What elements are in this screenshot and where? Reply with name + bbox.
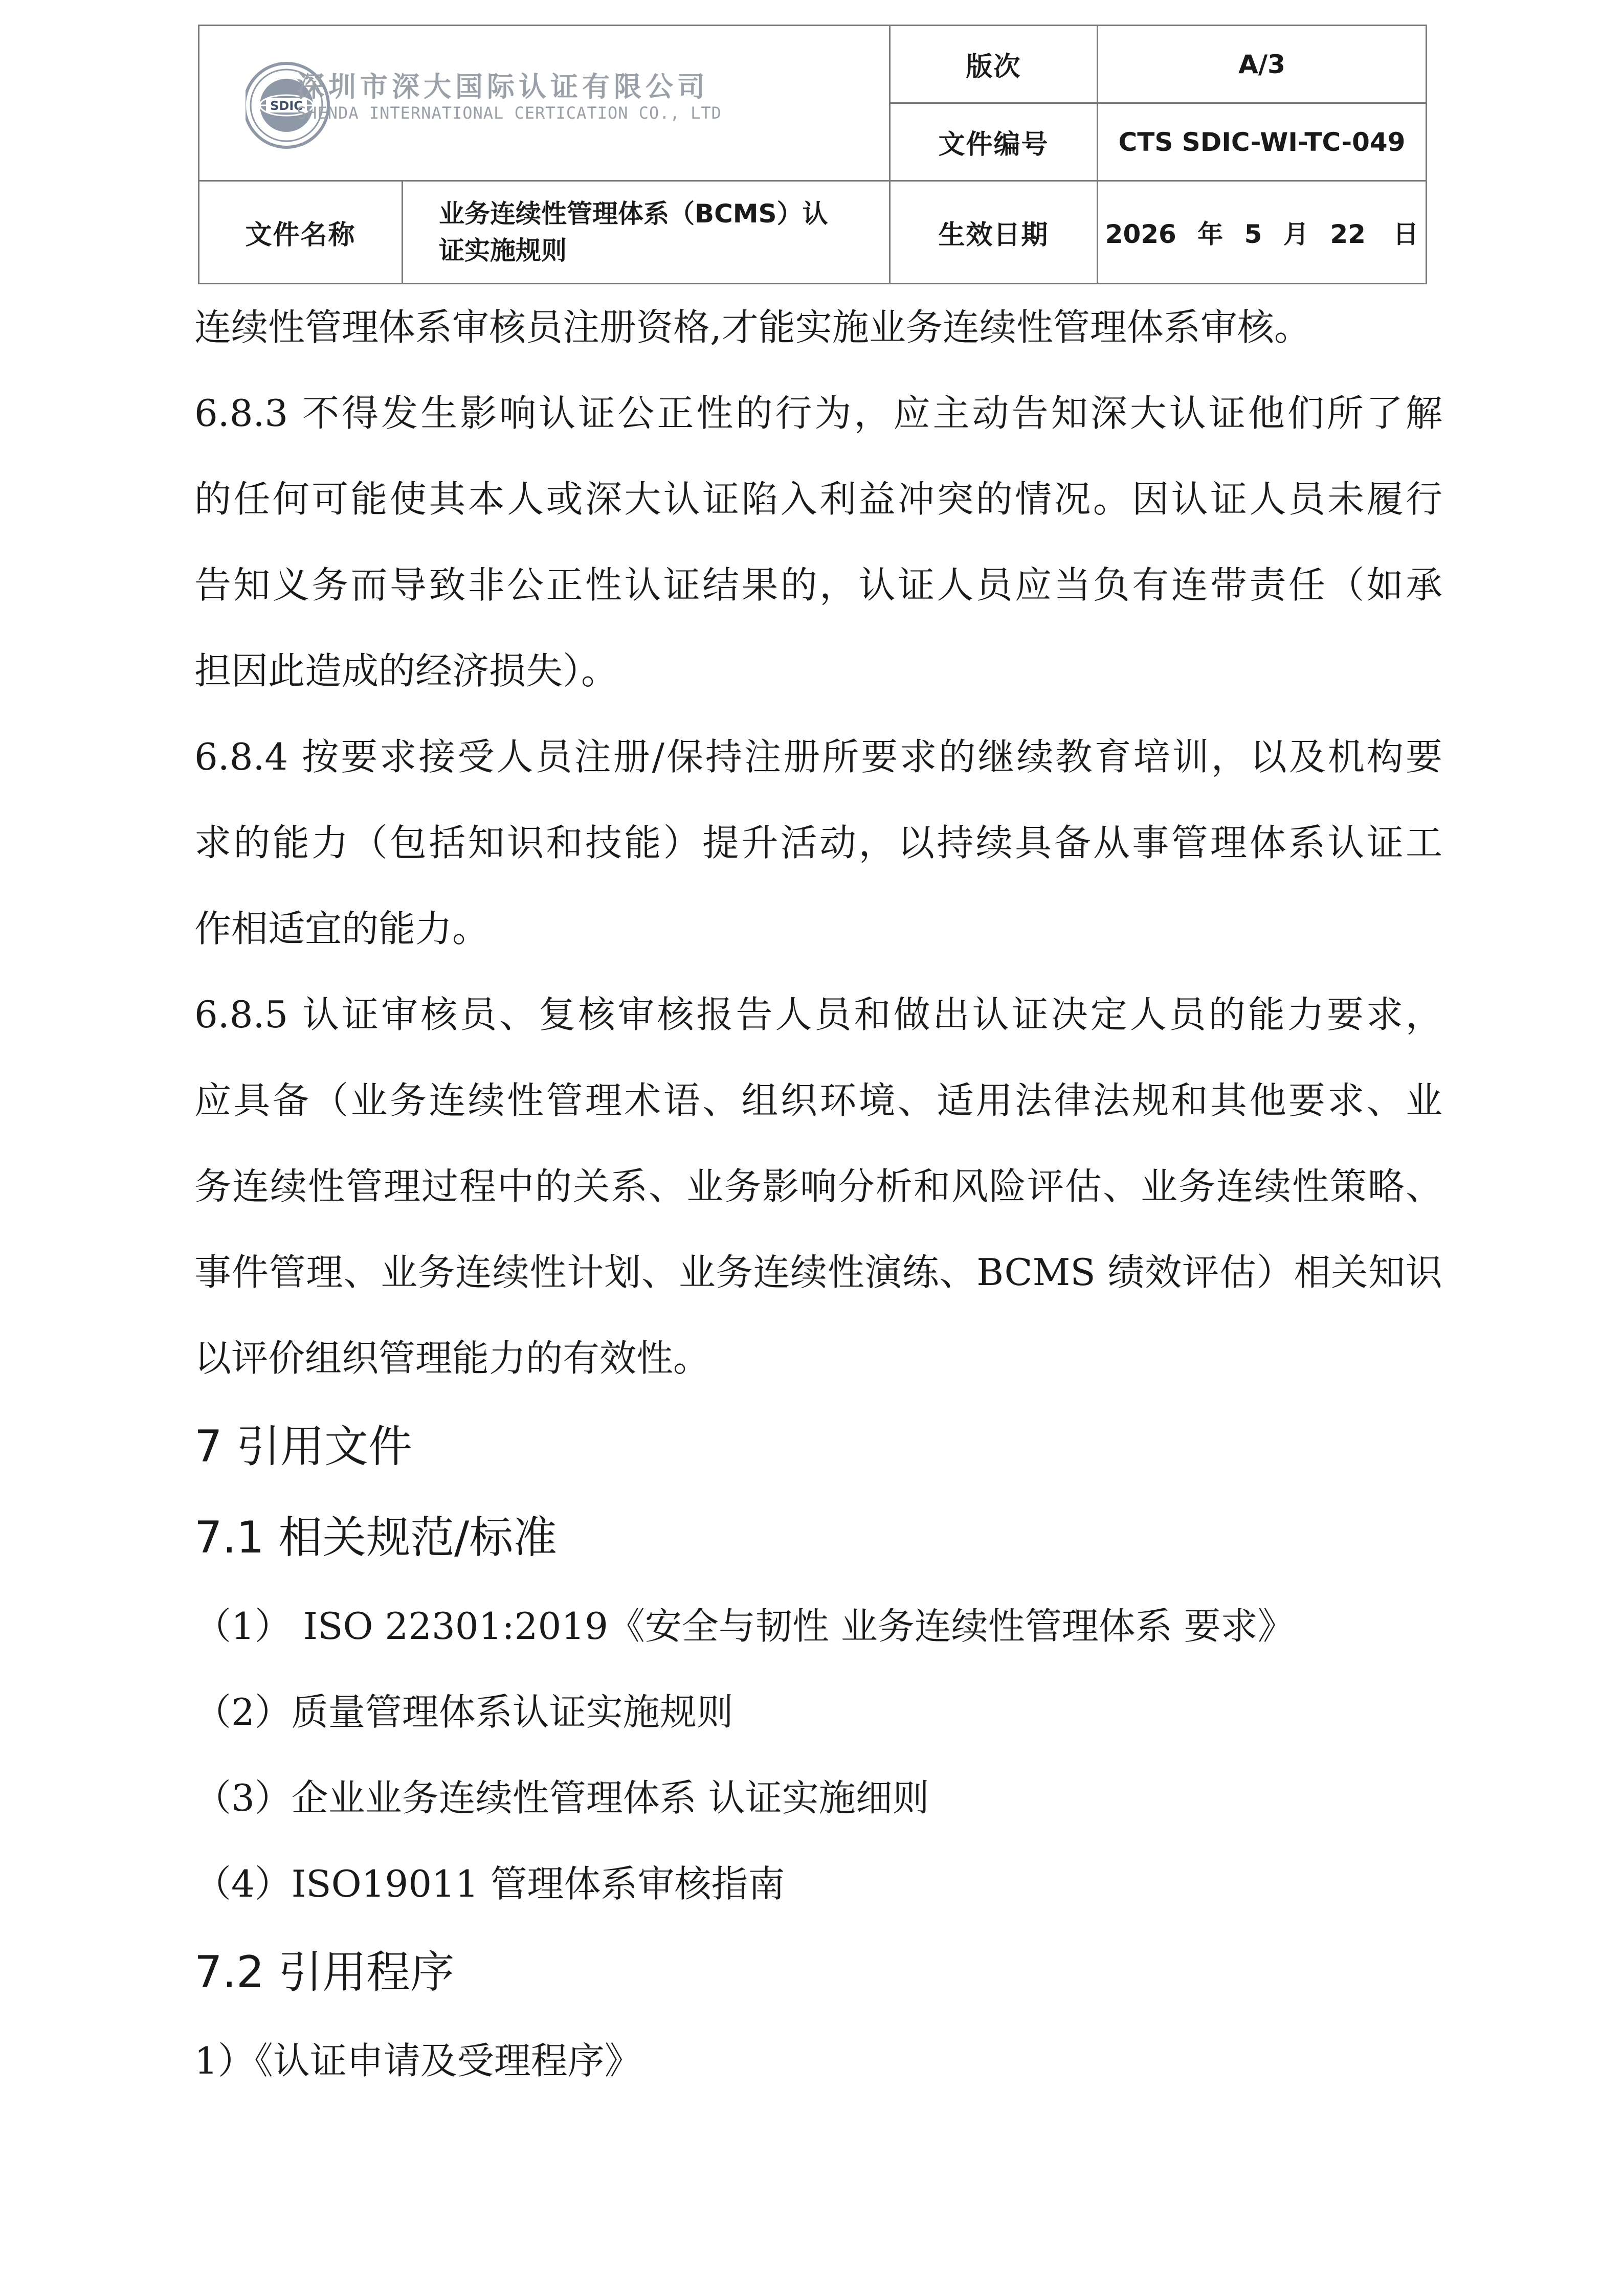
reference-list-standards xyxy=(194,1601,1442,1944)
company-logo-cell xyxy=(199,26,890,181)
section-heading-7: 7 引用文件 xyxy=(194,1421,413,1472)
paragraph-line: 务连续性管理过程中的关系、业务影响分析和风险评估、业务连续性策略、 xyxy=(194,1165,1442,1208)
paragraph-line: 求的能力（包括知识和技能）提升活动，以持续具备从事管理体系认证工 xyxy=(194,821,1442,864)
effective-day: 22 xyxy=(1330,219,1366,249)
paragraph-line: 担因此造成的经济损失）。 xyxy=(194,649,618,692)
document-name-value xyxy=(403,181,890,284)
reference-item: （3）企业业务连续性管理体系 认证实施细则 xyxy=(194,1776,929,1819)
effective-year: 2026 xyxy=(1105,219,1176,249)
paragraph-line: 6.8.5 认证审核员、复核审核报告人员和做出认证决定人员的能力要求， xyxy=(194,993,1442,1036)
document-number-value: CTS SDIC-WI-TC-049 xyxy=(1098,103,1427,181)
section-heading-7-2: 7.2 引用程序 xyxy=(194,1947,455,1998)
clause-6-8-3 xyxy=(194,388,1442,731)
paragraph-line: 事件管理、业务连续性计划、业务连续性演练、BCMS 绩效评估）相关知识 xyxy=(194,1251,1442,1294)
reference-item: （1） ISO 22301:2019《安全与韧性 业务连续性管理体系 要求》 xyxy=(194,1605,1295,1648)
reference-item: （4）ISO19011 管理体系审核指南 xyxy=(194,1862,785,1905)
version-value: A/3 xyxy=(1098,26,1427,103)
effective-month-unit: 月 xyxy=(1283,219,1309,249)
document-number-label: 文件编号 xyxy=(890,103,1098,181)
paragraph-line: 6.8.4 按要求接受人员注册/保持注册所要求的继续教育培训，以及机构要 xyxy=(194,735,1442,778)
section-heading-7-1: 7.1 相关规范/标准 xyxy=(194,1512,558,1563)
paragraph-continuation-line: 连续性管理体系审核员注册资格,才能实施业务连续性管理体系审核。 xyxy=(194,306,1311,349)
reference-item: （2）质量管理体系认证实施规则 xyxy=(194,1691,733,1734)
paragraph-line: 作相适宜的能力。 xyxy=(194,907,490,950)
document-name-line-2: 证实施规则 xyxy=(439,236,567,265)
reference-item: 1）《认证申请及受理程序》 xyxy=(194,2039,641,2082)
document-body xyxy=(194,302,1442,2121)
paragraph-line: 6.8.3 不得发生影响认证公正性的行为，应主动告知深大认证他们所了解 xyxy=(194,392,1442,435)
effective-date-label: 生效日期 xyxy=(890,181,1098,284)
paragraph-line: 告知义务而导致非公正性认证结果的，认证人员应当负有连带责任（如承 xyxy=(194,564,1442,606)
version-label: 版次 xyxy=(890,26,1098,103)
document-name-line-1: 业务连续性管理体系（BCMS）认 xyxy=(439,199,828,229)
paragraph-line: 以评价组织管理能力的有效性。 xyxy=(194,1337,710,1380)
company-name-cn: 深圳市深大国际认证有限公司 xyxy=(297,70,709,103)
effective-month: 5 xyxy=(1244,219,1262,249)
effective-year-unit: 年 xyxy=(1197,219,1223,249)
company-name-block xyxy=(297,71,722,124)
paragraph-line: 的任何可能使其本人或深大认证陷入利益冲突的情况。因认证人员未履行 xyxy=(194,478,1442,521)
effective-date-value xyxy=(1098,181,1427,284)
clause-6-8-5 xyxy=(194,989,1442,1419)
clause-6-8-4 xyxy=(194,731,1442,989)
reference-list-procedures xyxy=(194,2035,1442,2121)
paragraph-line: 应具备（业务连续性管理术语、组织环境、适用法律法规和其他要求、业 xyxy=(194,1079,1442,1122)
document-header-table xyxy=(198,25,1427,284)
logo-mark-text: SDIC xyxy=(270,99,303,113)
company-name-en: SHENDA INTERNATIONAL CERTICATION CO., LTD xyxy=(297,103,722,123)
effective-day-unit: 日 xyxy=(1393,219,1419,249)
document-name-label: 文件名称 xyxy=(199,181,403,284)
